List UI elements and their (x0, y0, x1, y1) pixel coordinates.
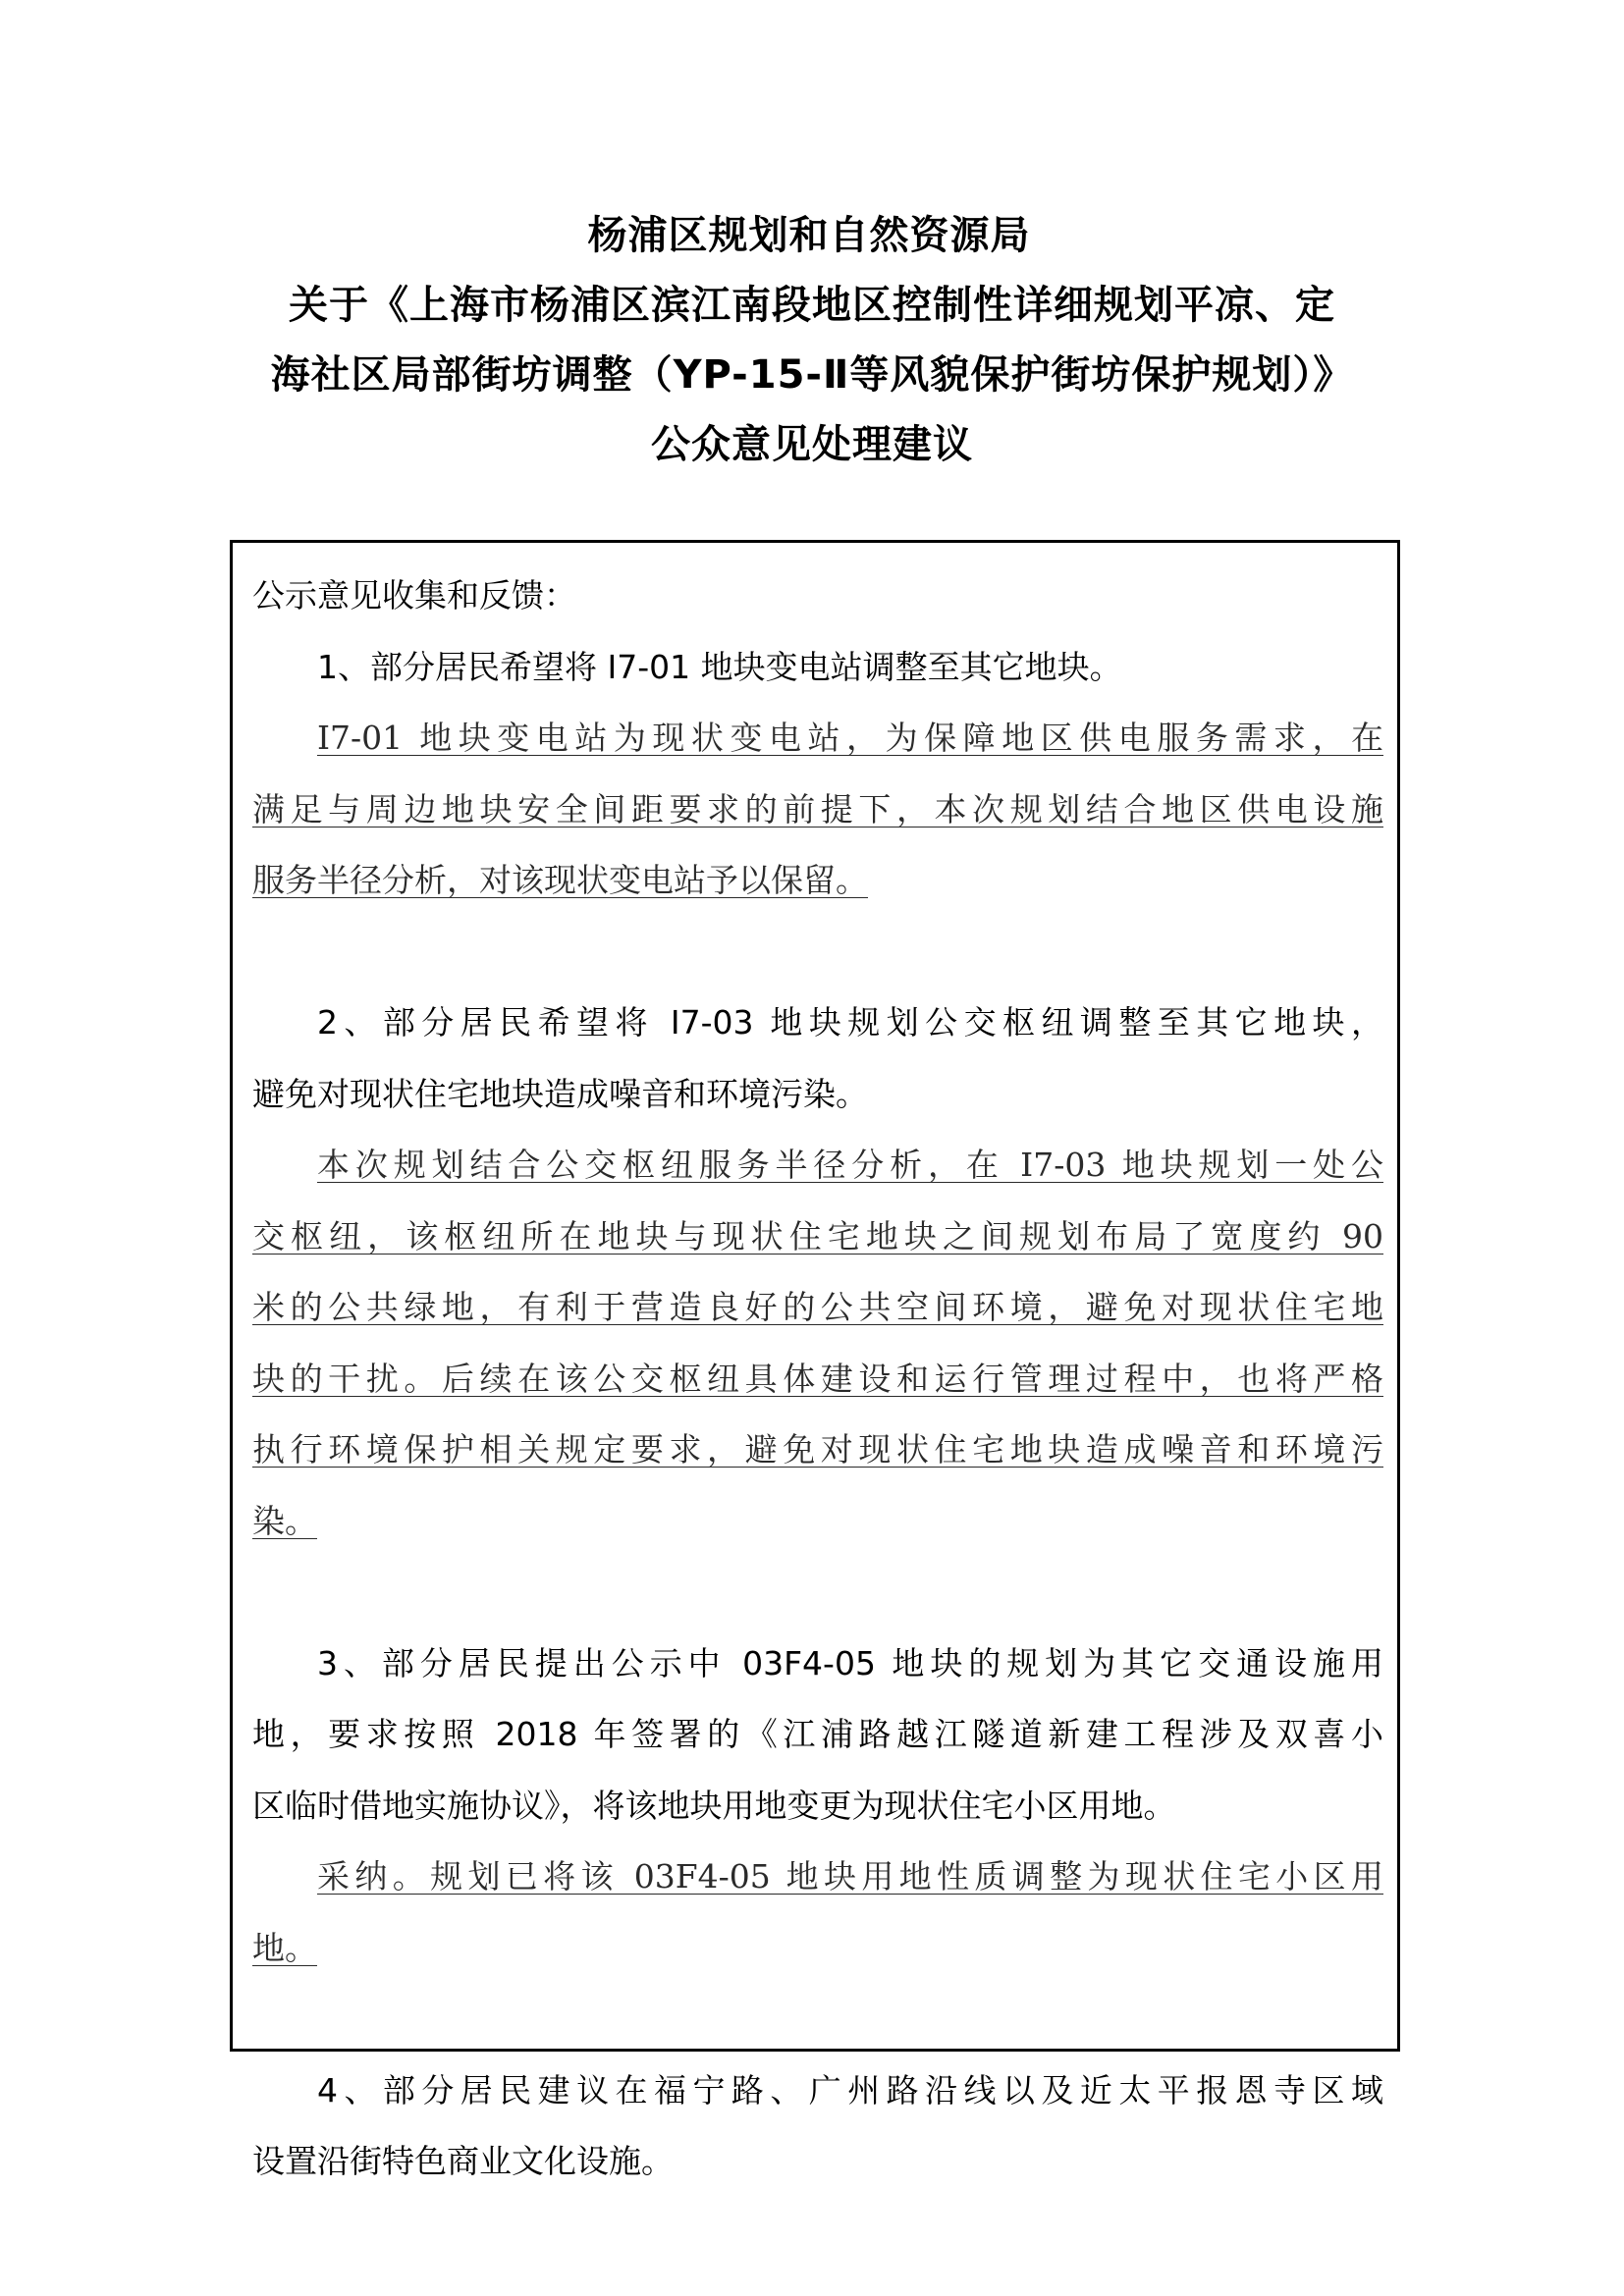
feedback-heading: 公示意见收集和反馈： (252, 576, 576, 614)
comment-text: 避免对现状住宅地块造成噪音和环境污染。 (252, 1074, 868, 1113)
response-text (252, 845, 1383, 917)
response-line: 本次规划结合公交枢纽服务半径分析，在 I7-03 地块规划一处公 (317, 1146, 1383, 1184)
response-text (252, 1272, 1383, 1344)
response-text (252, 1344, 1383, 1415)
spacer (252, 1557, 1383, 1629)
feedback-item-1 (252, 632, 1383, 917)
feedback-item-2 (252, 988, 1383, 1557)
title-line-1: 杨浦区规划和自然资源局 (587, 213, 1031, 258)
response-text (252, 1201, 1383, 1273)
feedback-item-3 (252, 1629, 1383, 1985)
response-line: I7-01 地块变电站为现状变电站，为保障地区供电服务需求，在 (317, 719, 1383, 757)
response-text (252, 703, 1383, 774)
comment-text: 设置沿街特色商业文化设施。 (252, 2142, 674, 2180)
comment-text: 3、部分居民提出公示中 03F4-05 地块的规划为其它交通设施用 (317, 1643, 1383, 1682)
title-line-4: 公众意见处理建议 (651, 422, 973, 467)
comment-text: 区临时借地实施协议》，将该地块用地变更为现状住宅小区用地。 (252, 1786, 1176, 1825)
response-text (252, 1130, 1383, 1201)
response-line: 染。 (252, 1501, 317, 1540)
title-line-2: 关于《上海市杨浦区滨江南段地区控制性详细规划平凉、定 (289, 283, 1335, 328)
response-line: 米的公共绿地，有利于营造良好的公共空间环境，避免对现状住宅地 (252, 1288, 1383, 1326)
response-line: 采纳。规划已将该 03F4-05 地块用地性质调整为现状住宅小区用 (317, 1857, 1383, 1896)
response-line: 块的干扰。后续在该公交枢纽具体建设和运行管理过程中，也将严格 (252, 1359, 1383, 1398)
feedback-item-4 (252, 2056, 1383, 2198)
feedback-table-cell (230, 540, 1400, 2180)
comment-text: 2、部分居民希望将 I7-03 地块规划公交枢纽调整至其它地块， (317, 1003, 1383, 1041)
comment-text: 地，要求按照 2018 年签署的《江浦路越江隧道新建工程涉及双喜小 (252, 1715, 1383, 1753)
comment-text: 1、部分居民希望将 I7-01 地块变电站调整至其它地块。 (317, 647, 1122, 686)
response-text (252, 1842, 1383, 1913)
response-line: 执行环境保护相关规定要求，避免对现状住宅地块造成噪音和环境污 (252, 1430, 1383, 1468)
spacer (252, 1984, 1383, 2056)
comment-text: 4、部分居民建议在福宁路、广州路沿线以及近太平报恩寺区域 (317, 2070, 1383, 2109)
response-line: 地。 (252, 1928, 317, 1967)
response-line: 服务半径分析，对该现状变电站予以保留。 (252, 861, 868, 899)
feedback-content (252, 561, 1383, 2198)
response-line: 满足与周边地块安全间距要求的前提下，本次规划结合地区供电设施 (252, 789, 1383, 828)
response-text (252, 1486, 1383, 1558)
title-line-3: 海社区局部街坊调整（YP-15-Ⅱ等风貌保护街坊保护规划）》 (270, 352, 1354, 398)
response-text (252, 1913, 1383, 1985)
response-text (252, 774, 1383, 846)
response-line: 交枢纽，该枢纽所在地块与现状住宅地块之间规划布局了宽度约 90 (252, 1216, 1383, 1255)
document-title (177, 201, 1447, 480)
response-text (252, 1415, 1383, 1486)
spacer (252, 917, 1383, 988)
